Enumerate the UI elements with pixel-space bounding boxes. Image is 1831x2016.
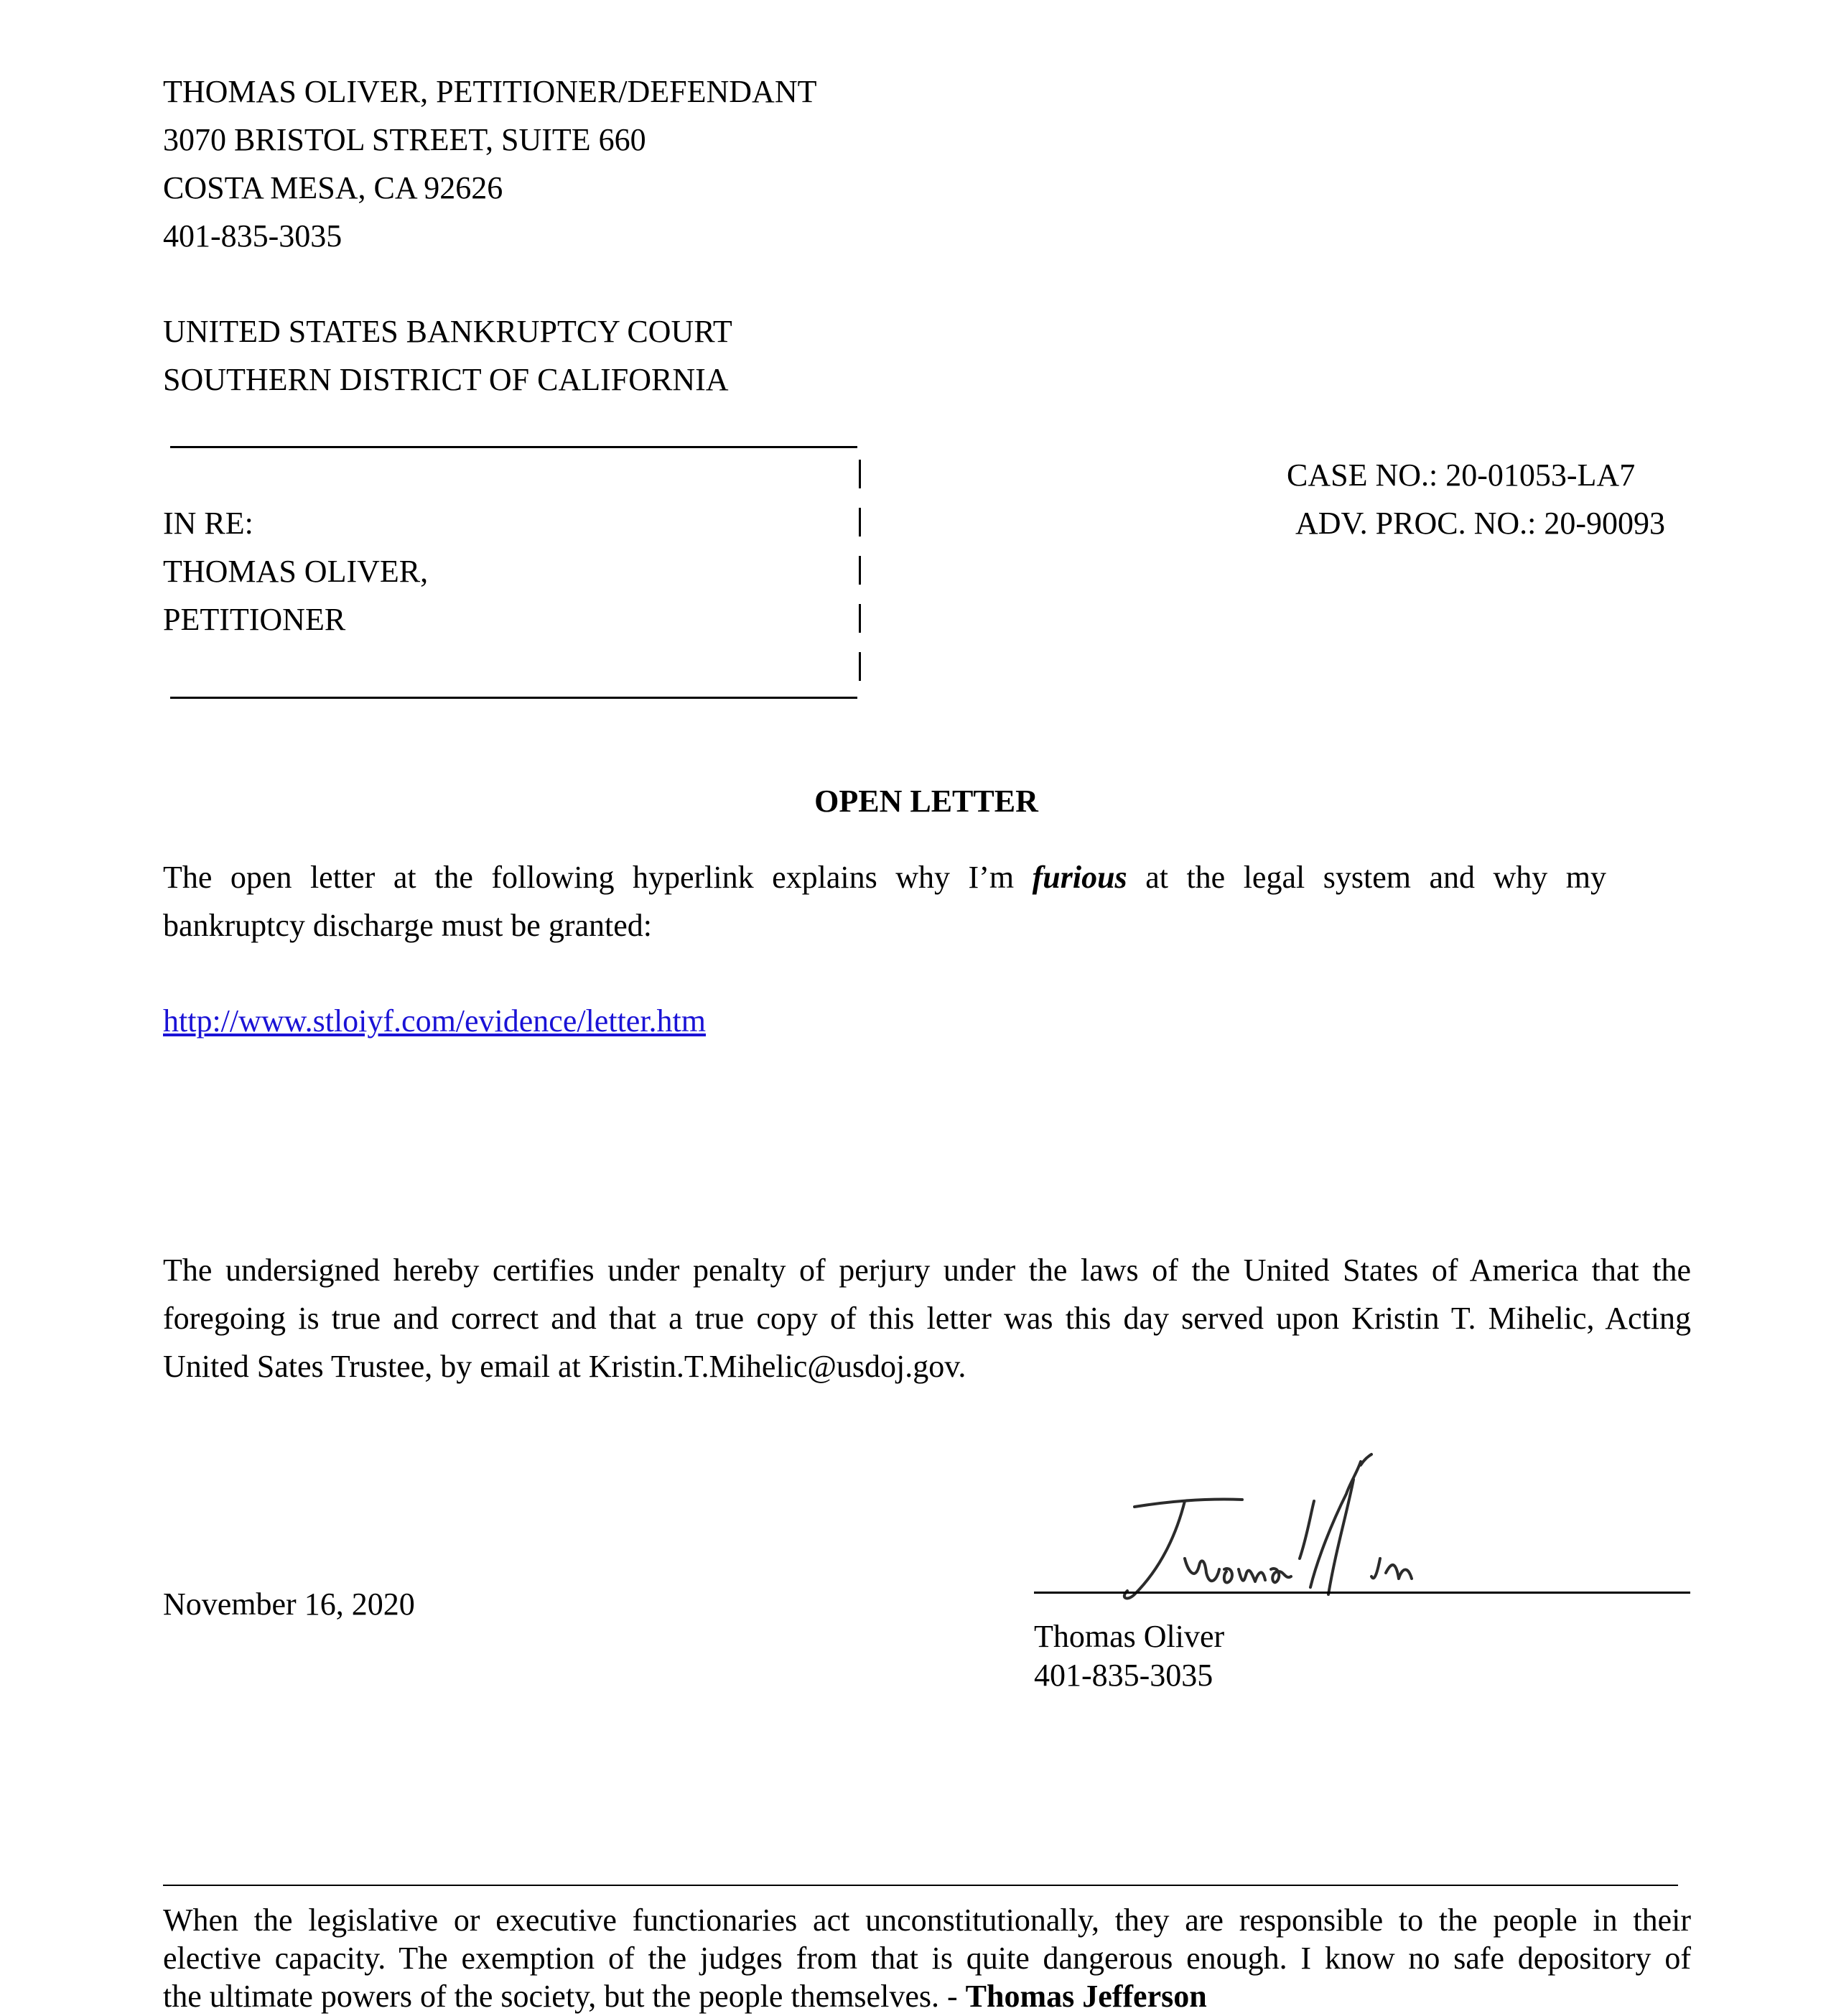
caption-party-role: PETITIONER (163, 602, 346, 637)
court-name: UNITED STATES BANKRUPTCY COURT (163, 314, 732, 349)
signer-phone: 401-835-3035 (1034, 1658, 1213, 1693)
letter-body-text: The open letter at the following hyperlink explains why I’m (163, 860, 1015, 895)
footer-quote-line2: elective capacity. The exemption of the judges from that is quite dangerous enough. I know no safe depository of (163, 1941, 1691, 1976)
footer-quote-line1: When the legislative or executive functionaries act unconstitutionally, they are responsible to the people in their (163, 1903, 1691, 1938)
letter-body-line2: bankruptcy discharge must be granted: (163, 908, 652, 943)
letter-body-text: at the legal system and why my (1145, 860, 1607, 895)
letter-title: OPEN LETTER (814, 784, 1038, 819)
header-name-line: THOMAS OLIVER, PETITIONER/DEFENDANT (163, 74, 817, 109)
evidence-hyperlink[interactable]: http://www.stloiyf.com/evidence/letter.htm (163, 1003, 706, 1039)
court-district: SOUTHERN DISTRICT OF CALIFORNIA (163, 362, 729, 397)
caption-bottom-rule (170, 697, 857, 699)
caption-divider (859, 556, 861, 585)
letter-body-line1 (163, 853, 1606, 901)
header-address-line1: 3070 BRISTOL STREET, SUITE 660 (163, 122, 646, 157)
footer-quote-author: Thomas Jefferson (965, 1979, 1207, 2014)
signer-name: Thomas Oliver (1034, 1619, 1225, 1654)
caption-in-re: IN RE: (163, 506, 253, 541)
letter-date: November 16, 2020 (163, 1587, 415, 1622)
caption-divider (859, 508, 861, 536)
case-number: CASE NO.: 20-01053-LA7 (1287, 457, 1636, 493)
header-address-line2: COSTA MESA, CA 92626 (163, 170, 503, 205)
certification-line1: The undersigned hereby certifies under penalty of perjury under the laws of the United States of America that the (163, 1253, 1691, 1288)
caption-divider (859, 604, 861, 633)
footer-rule (163, 1885, 1678, 1886)
caption-divider (859, 460, 861, 488)
caption-party-name: THOMAS OLIVER, (163, 554, 429, 589)
letter-body-emphasis: furious (1032, 860, 1127, 895)
handwritten-signature (1063, 1451, 1436, 1623)
certification-line2: foregoing is true and correct and that a true copy of this letter was this day served upon Kristin T. Mihelic, Acting (163, 1301, 1691, 1336)
signature-line (1034, 1592, 1690, 1594)
caption-divider (859, 652, 861, 681)
footer-quote-line3 (163, 1977, 1207, 2016)
certification-line3: United Sates Trustee, by email at Kristin.T.Mihelic@usdoj.gov. (163, 1349, 966, 1384)
header-phone: 401-835-3035 (163, 218, 343, 254)
caption-top-rule (170, 446, 857, 448)
adversary-proceeding-number: ADV. PROC. NO.: 20-90093 (1295, 506, 1666, 541)
footer-quote-text: the ultimate powers of the society, but the people themselves. - (163, 1979, 958, 2014)
